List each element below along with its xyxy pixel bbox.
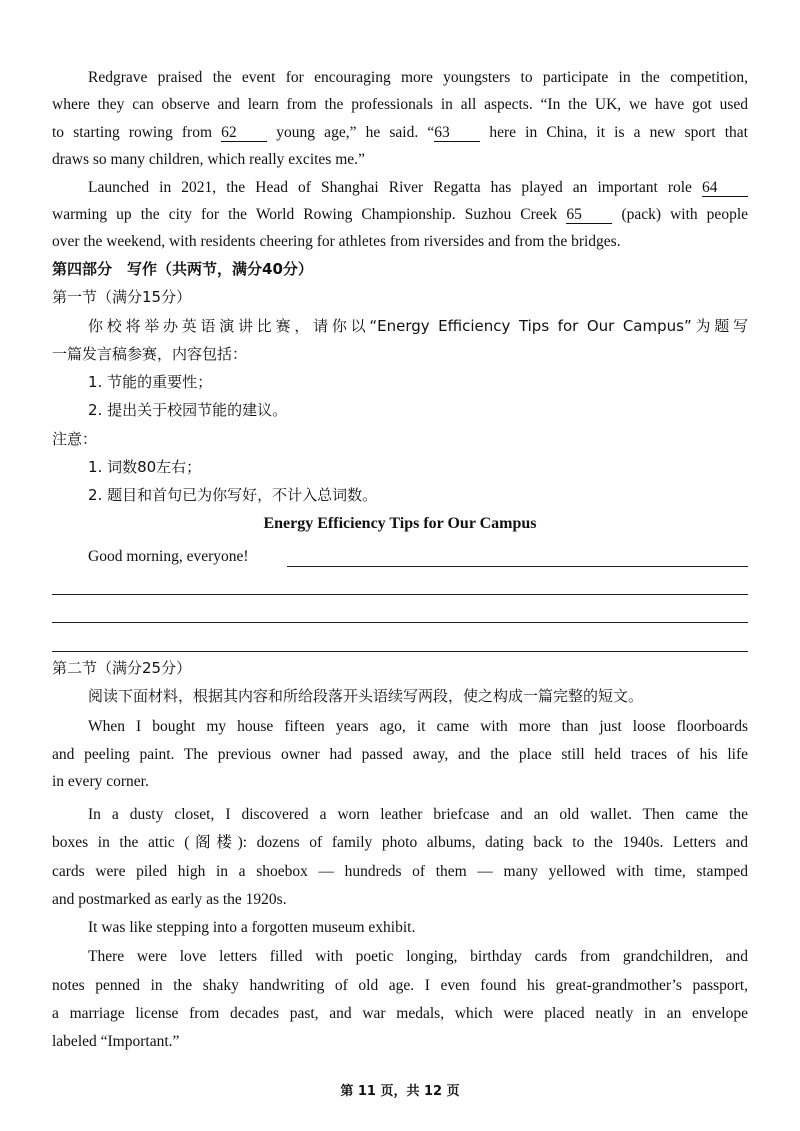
- essay-title: Energy Efficiency Tips for Our Campus: [263, 515, 537, 532]
- answer-line[interactable]: [52, 594, 748, 595]
- text-line: over the weekend, with residents cheering for athletes from riversides and from the bridges.: [52, 233, 621, 250]
- requirement-item: 1. 节能的重要性；: [88, 373, 213, 391]
- text-line: boxes in the attic (阁楼): dozens of family photo albums, dating back to the 1940s. Letters and: [52, 834, 748, 851]
- text-line: [52, 123, 748, 143]
- text-line: [88, 178, 748, 198]
- section-heading: 第二节（满分25分）: [52, 659, 192, 677]
- text-line: notes penned in the shaky handwriting of old age. I even found his great-grandmother’s passport,: [52, 977, 748, 994]
- part-heading: 第四部分 写作（共两节，满分40分）: [52, 260, 313, 278]
- text-segment: to starting rowing from: [52, 124, 213, 141]
- answer-line[interactable]: [52, 651, 748, 652]
- note-item: 2. 题目和首句已为你写好，不计入总词数。: [88, 486, 378, 504]
- answer-line[interactable]: [52, 622, 748, 623]
- text-line: There were love letters filled with poetic longing, birthday cards from grandchildren, and: [88, 948, 748, 965]
- note-item: 1. 词数80左右；: [88, 458, 202, 476]
- answer-line[interactable]: [287, 566, 748, 567]
- text-line: When I bought my house fifteen years ago, it came with more than just loose floorboards: [88, 718, 748, 735]
- text-segment: warming up the city for the World Rowing Championship. Suzhou Creek: [52, 206, 558, 223]
- text-segment: here in China, it is a new sport that: [489, 124, 748, 141]
- text-line: and peeling paint. The previous owner had passed away, and the place still held traces of his life: [52, 746, 748, 763]
- note-label: 注意：: [52, 430, 98, 448]
- text-segment: (pack) with people: [621, 206, 749, 223]
- prompt-line: 你校将举办英语演讲比赛，请你以“Energy Efficiency Tips for Our Campus”为题写: [88, 317, 748, 335]
- text-line: a marriage license from decades past, and war medals, which were placed neatly in an envelope: [52, 1005, 748, 1022]
- text-line: draws so many children, which really excites me.”: [52, 151, 365, 168]
- text-line: [52, 205, 748, 225]
- text-line: It was like stepping into a forgotten museum exhibit.: [88, 919, 416, 936]
- blank-65[interactable]: 65: [566, 206, 612, 224]
- text-line: where they can observe and learn from the professionals in all aspects. “In the UK, we have got used: [52, 96, 748, 113]
- prompt-line: 一篇发言稿参赛，内容包括：: [52, 345, 248, 363]
- text-segment: young age,” he said. “: [276, 124, 435, 141]
- text-line: In a dusty closet, I discovered a worn leather briefcase and an old wallet. Then came the: [88, 806, 748, 823]
- requirement-item: 2. 提出关于校园节能的建议。: [88, 401, 288, 419]
- blank-64[interactable]: 64: [702, 179, 748, 197]
- text-line: Redgrave praised the event for encouraging more youngsters to participate in the competition,: [88, 69, 748, 86]
- essay-opening: Good morning, everyone!: [88, 548, 249, 565]
- text-line: and postmarked as early as the 1920s.: [52, 891, 287, 908]
- page-number: 第 11 页，共 12 页: [340, 1084, 460, 1099]
- text-line: cards were piled high in a shoebox — hundreds of them — many yellowed with time, stamped: [52, 863, 748, 880]
- text-segment: Launched in 2021, the Head of Shanghai River Regatta has played an important role: [88, 179, 692, 196]
- blank-63[interactable]: 63: [434, 124, 480, 142]
- text-line: labeled “Important.”: [52, 1033, 180, 1050]
- section-heading: 第一节（满分15分）: [52, 288, 192, 306]
- blank-62[interactable]: 62: [221, 124, 267, 142]
- text-line: in every corner.: [52, 773, 149, 790]
- instruction: 阅读下面材料，根据其内容和所给段落开头语续写两段，使之构成一篇完整的短文。: [88, 687, 644, 705]
